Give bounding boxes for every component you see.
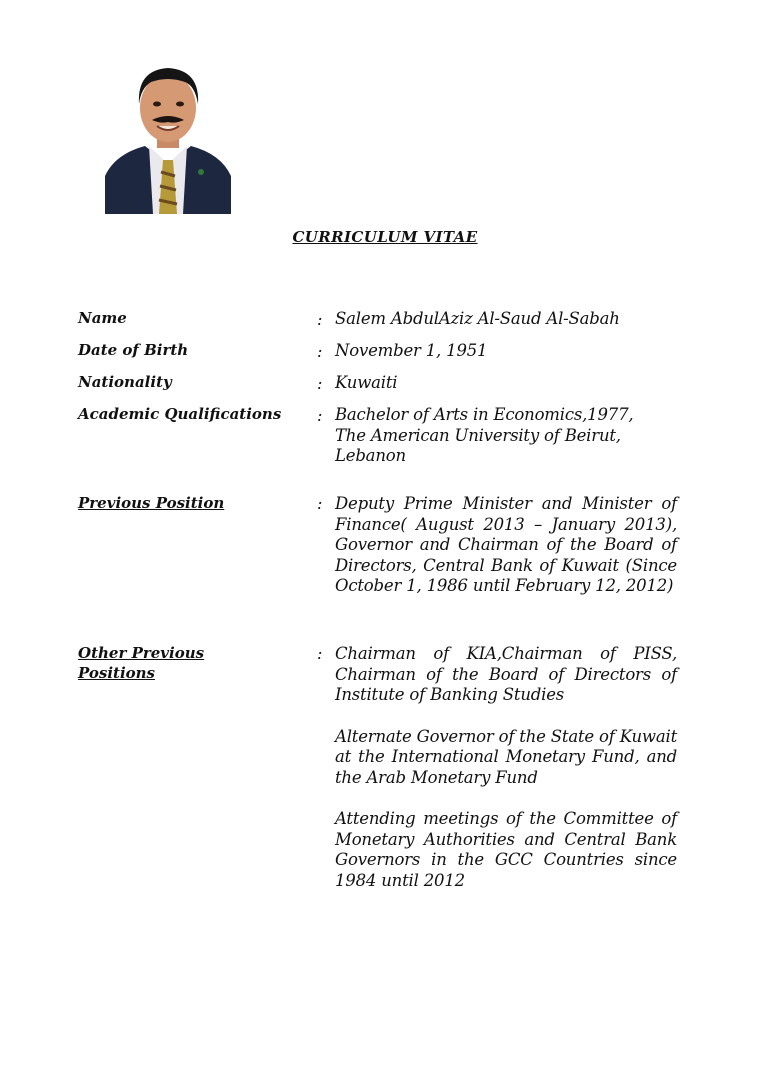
position-paragraph: Chairman of KIA,Chairman of PISS, Chairman of the Board of Directors of Institute of Banking Studies — [335, 644, 677, 704]
label-date-of-birth: Date of Birth — [78, 341, 189, 359]
position-paragraph: Alternate Governor of the State of Kuwait at the International Monetary Fund, and the Arab Monetary Fund — [335, 726, 677, 787]
portrait-photo — [105, 64, 231, 214]
label-nationality: Nationality — [78, 373, 172, 391]
value-other-previous-positions — [335, 644, 677, 891]
academic-line: Bachelor of Arts in Economics,1977, — [335, 405, 634, 424]
label-academic-qualifications: Academic Qualifications — [78, 405, 282, 423]
academic-line: Lebanon — [335, 446, 406, 465]
portrait-icon — [105, 64, 231, 214]
colon-previous-position: : — [317, 494, 323, 513]
label-line: Positions — [78, 664, 156, 682]
label-line: Other Previous — [78, 644, 205, 662]
colon-nationality: : — [317, 374, 323, 393]
colon-name: : — [317, 310, 323, 329]
academic-line: The American University of Beirut, — [335, 425, 621, 445]
label-previous-position: Previous Position — [78, 494, 225, 512]
position-paragraph: Attending meetings of the Committee of Monetary Authorities and Central Bank Governors in the GCC Countries since 1984 until 2012 — [335, 809, 677, 890]
colon-date-of-birth: : — [317, 342, 323, 361]
colon-academic-qualifications: : — [317, 406, 323, 425]
label-name: Name — [78, 309, 127, 327]
value-name: Salem AbdulAziz Al-Saud Al-Sabah — [335, 309, 620, 328]
value-nationality: Kuwaiti — [335, 373, 398, 392]
label-other-previous-positions — [78, 643, 303, 683]
value-date-of-birth: November 1, 1951 — [335, 341, 488, 360]
colon-other-previous-positions: : — [317, 644, 323, 663]
document-title: CURRICULUM VITAE — [292, 228, 478, 246]
value-previous-position: Deputy Prime Minister and Minister of Finance( August 2013 – January 2013), Governor and Chairman of the Board of Directors, Central Bank of Kuwait (Since October 1, 1986 until February 12, 2012) — [335, 494, 677, 595]
value-academic-qualifications — [335, 405, 677, 467]
